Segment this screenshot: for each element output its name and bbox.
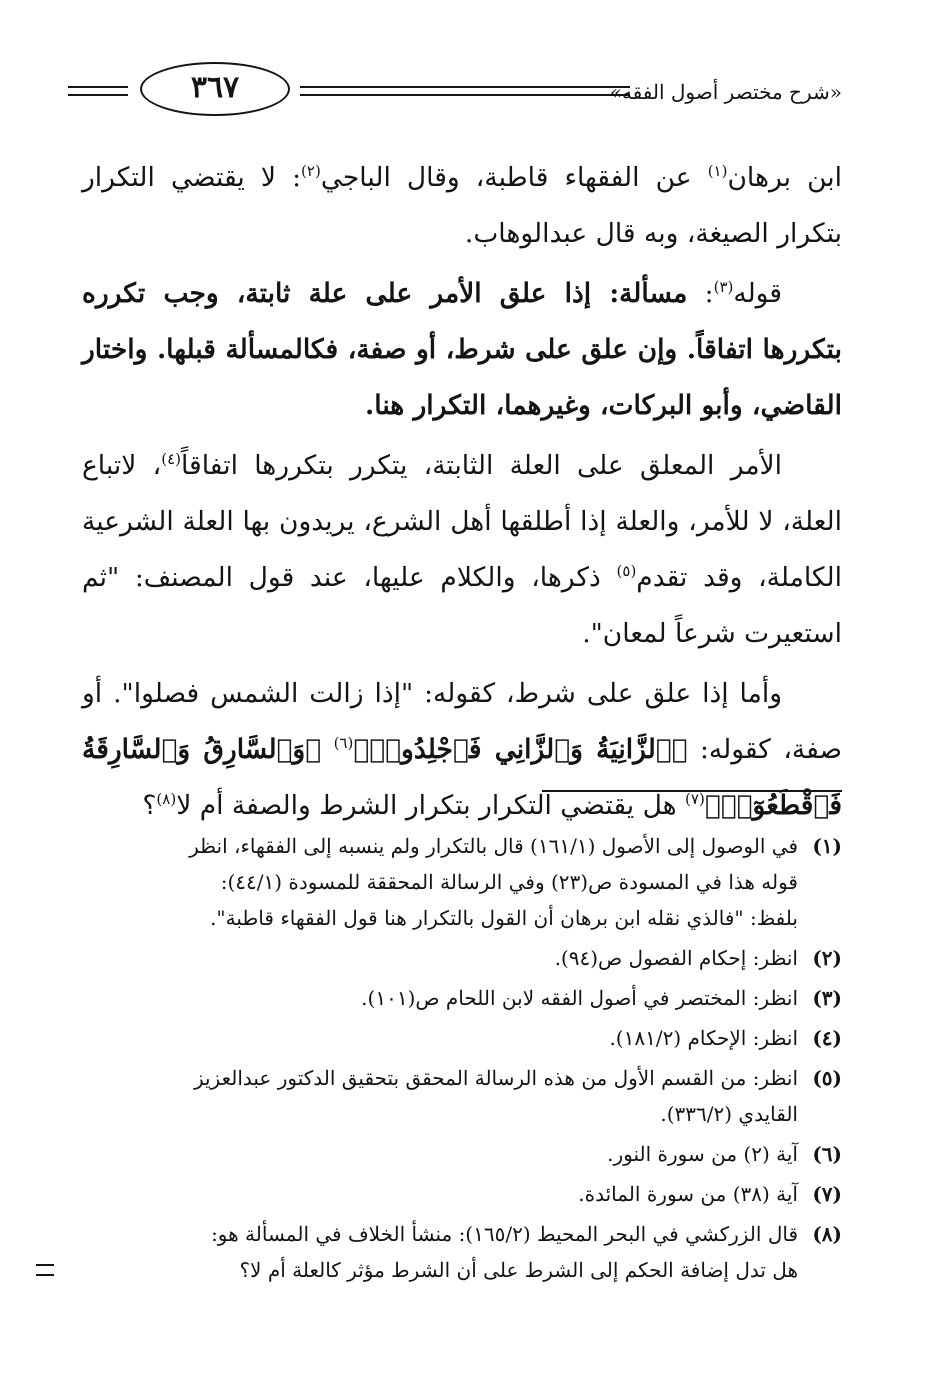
footnote-number: (٢) — [812, 946, 842, 970]
footnote-line: انظر: من القسم الأول من هذه الرسالة المحقق بتحقيق الدكتور عبدالعزيز — [193, 1066, 798, 1090]
quoted-matn: مسألة: إذا علق الأمر على علة ثابتة، وجب تكرره بتكررها اتفاقاً. وإن علق على شرط، أو صفة، فكالمسألة قبلها. واختار القاضي، وأبو البركات، وغيرهما، التكرار هنا. — [82, 278, 842, 421]
footnote-line: هل تدل إضافة الحكم إلى الشرط على أن الشرط مؤثر كالعلة أم لا؟ — [239, 1258, 798, 1282]
footnote-6 — [82, 1136, 842, 1172]
footnote-separator — [542, 790, 842, 792]
footnote-2 — [82, 940, 842, 976]
text-span: ؟ — [142, 790, 157, 821]
footnote-7 — [82, 1176, 842, 1212]
footnote-ref[interactable]: (٦) — [333, 734, 354, 753]
paragraph-1 — [82, 150, 842, 262]
footnote-ref[interactable]: (٨) — [156, 790, 177, 809]
footnote-4 — [82, 1020, 842, 1056]
footnote-line: آية (٣٨) من سورة المائدة. — [578, 1182, 798, 1206]
text-span: عن الفقهاء قاطبة، وقال الباجي — [320, 162, 708, 193]
footnote-8 — [82, 1216, 842, 1288]
footnote-ref[interactable]: (٢) — [301, 162, 321, 181]
footnote-line: انظر: إحكام الفصول ص(٩٤). — [554, 946, 798, 970]
footnote-number: (٤) — [812, 1026, 842, 1050]
footnote-line: قال الزركشي في البحر المحيط (١٦٥/٢): منشأ الخلاف في المسألة هو: — [211, 1222, 798, 1246]
footnote-line: انظر: الإحكام (١٨١/٢). — [609, 1026, 798, 1050]
text-span: قوله — [733, 278, 783, 309]
footnote-line: القايدي (٣٣٦/٢). — [660, 1102, 798, 1126]
footnote-number: (٥) — [812, 1066, 842, 1090]
footnote-3 — [82, 980, 842, 1016]
footnote-ref[interactable]: (٥) — [616, 562, 637, 581]
footnote-line: بلفظ: "فالذي نقله ابن برهان أن القول بالتكرار هنا قول الفقهاء قاطبة". — [210, 906, 798, 930]
paragraph-2 — [82, 266, 842, 434]
continuation-mark — [36, 1264, 54, 1276]
footnote-line: قوله هذا في المسودة ص(٢٣) وفي الرسالة المحققة للمسودة (٤٤/١): — [220, 870, 798, 894]
text-span: ، لاتباع العلة، لا للأمر، والعلة إذا أطلقها أهل الشرع، يريدون بها العلة الشرعية الكاملة، وقد تقدم — [82, 450, 842, 593]
footnote-line: في الوصول إلى الأصول (١٦١/١) قال بالتكرار ولم ينسبه إلى الفقهاء، انظر — [189, 834, 798, 858]
page-header — [82, 52, 842, 118]
footnote-number: (٦) — [812, 1142, 842, 1166]
footnote-line: انظر: المختصر في أصول الفقه لابن اللحام ص(١٠١). — [361, 986, 798, 1010]
quran-verse: ﴿ٱلزَّانِيَةُ وَٱلزَّانِي فَٱجْلِدُوا۟﴾ — [353, 734, 688, 765]
text-span: وأما إذا علق على شرط، كقوله: "إذا زالت الشمس فصلوا". أو صفة، كقوله: — [82, 678, 843, 765]
main-text — [82, 150, 842, 834]
footnote-ref[interactable]: (١) — [707, 162, 728, 181]
text-span: ابن برهان — [727, 162, 842, 193]
text-span: هل يقتضي التكرار بتكرار الشرط والصفة أم لا — [176, 790, 686, 821]
text-span: : — [687, 278, 714, 309]
text-span — [321, 734, 333, 765]
text-span: الأمر المعلق على العلة الثابتة، يتكرر بتكررها اتفاقاً — [180, 450, 782, 481]
footnote-ref[interactable]: (٤) — [161, 450, 181, 469]
footnote-number: (١) — [812, 834, 842, 858]
footnote-line: آية (٢) من سورة النور. — [607, 1142, 798, 1166]
page-number: ٣٦٧ — [140, 62, 290, 116]
header-double-rule — [300, 86, 630, 96]
footnote-5 — [82, 1060, 842, 1132]
paragraph-3 — [82, 438, 842, 662]
footnote-number: (٣) — [812, 986, 842, 1010]
quran-verse: ﴿وَٱلسَّارِقُ وَٱلسَّارِقَةُ فَٱقْطَعُوٓا۟﴾ — [82, 734, 842, 821]
text-span: : لا يقتضي التكرار بتكرار الصيغة، وبه قال عبدالوهاب. — [82, 162, 842, 249]
footnote-1 — [82, 828, 842, 936]
header-double-rule-end — [68, 86, 128, 96]
text-span: ذكرها، والكلام عليها، عند قول المصنف: "ثم استعيرت شرعاً لمعان". — [82, 562, 842, 649]
footnote-ref[interactable]: (٧) — [685, 790, 705, 809]
footnote-ref[interactable]: (٣) — [713, 278, 734, 297]
running-title: «شرح مختصر أصول الفقه» — [609, 80, 842, 104]
footnote-number: (٧) — [812, 1182, 842, 1206]
book-page — [82, 52, 842, 1352]
footnotes — [82, 828, 842, 1292]
paragraph-4 — [82, 666, 842, 834]
footnote-number: (٨) — [812, 1222, 842, 1246]
